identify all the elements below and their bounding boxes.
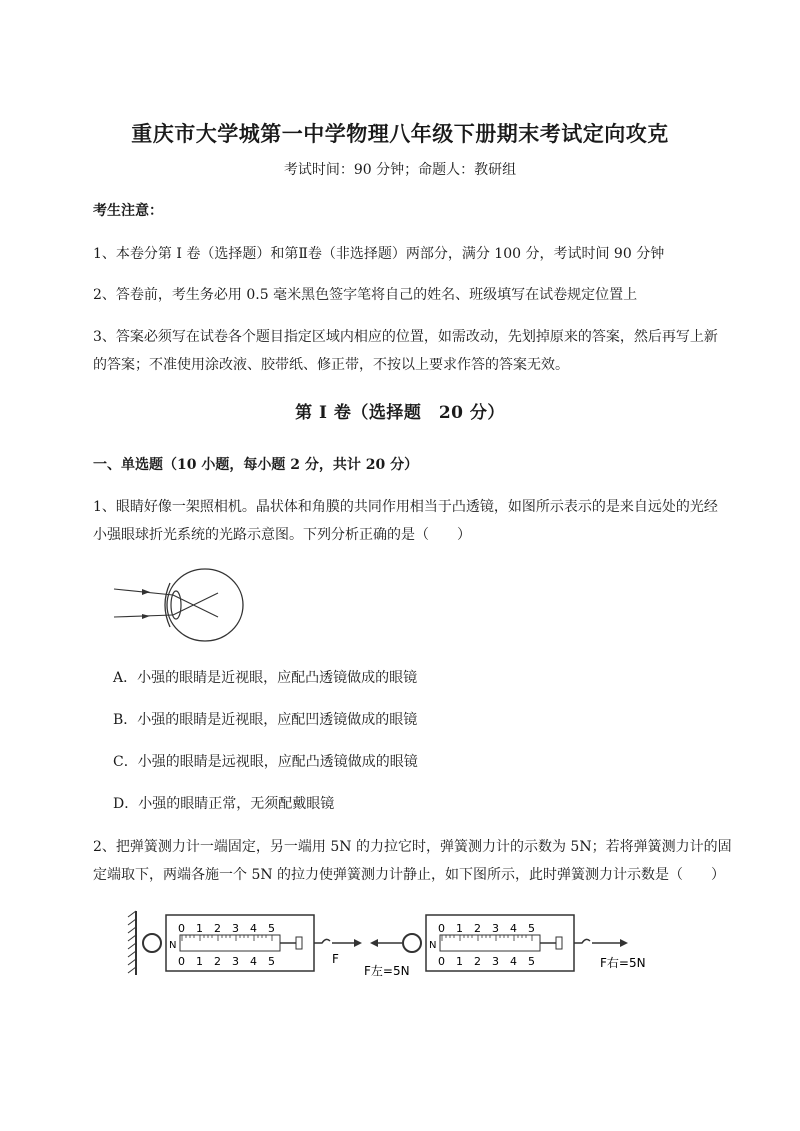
eye-diagram — [110, 565, 250, 645]
svg-text:4: 4 — [510, 922, 517, 935]
q2-stem-line2: 定端取下，两端各施一个 5N 的拉力使弹簧测力计静止，如下图所示，此时弹簧测力计示数是（ ） — [93, 867, 726, 883]
right-n-label: N — [429, 940, 437, 951]
svg-text:2: 2 — [474, 922, 481, 935]
ray-bottom-arrow — [142, 614, 150, 619]
svg-text:5: 5 — [528, 955, 535, 968]
left-n-label: N — [169, 940, 177, 951]
svg-text:4: 4 — [510, 955, 517, 968]
spring-scale-diagram — [120, 905, 660, 985]
label-f-right: F右=5N — [600, 956, 646, 970]
svg-text:3: 3 — [232, 922, 239, 935]
label-f-left: F左=5N — [364, 964, 410, 978]
q1-stem-line2: 小强眼球折光系统的光路示意图。下列分析正确的是（ ） — [93, 527, 471, 543]
notice-heading: 考生注意： — [93, 203, 163, 219]
part-heading: 一、单选题（10 小题，每小题 2 分，共计 20 分） — [93, 457, 419, 473]
svg-text:2: 2 — [474, 955, 481, 968]
ray-top-arrow — [142, 589, 150, 595]
svg-text:0: 0 — [438, 955, 445, 968]
svg-text:4: 4 — [250, 955, 257, 968]
left-spring-scale — [143, 915, 362, 971]
svg-text:1: 1 — [456, 955, 463, 968]
svg-text:1: 1 — [196, 955, 203, 968]
svg-text:1: 1 — [456, 922, 463, 935]
exam-title: 重庆市大学城第一中学物理八年级下册期末考试定向攻克 — [131, 121, 669, 146]
notice-item-2: 2、答卷前，考生务必用 0.5 毫米黑色签字笔将自己的姓名、班级填写在试卷规定位置上 — [93, 287, 638, 303]
exam-subtitle: 考试时间：90 分钟；命题人：教研组 — [283, 162, 517, 178]
svg-text:0: 0 — [438, 922, 445, 935]
right-spring-scale — [364, 915, 646, 978]
svg-text:3: 3 — [232, 955, 239, 968]
q1-option-b[interactable]: B．小强的眼睛是近视眼，应配凹透镜做成的眼镜 — [113, 712, 418, 728]
svg-text:5: 5 — [268, 922, 275, 935]
notice-item-3-cont: 的答案；不准使用涂改液、胶带纸、修正带，不按以上要求作答的答案无效。 — [93, 357, 569, 373]
svg-text:3: 3 — [492, 922, 499, 935]
svg-text:1: 1 — [196, 922, 203, 935]
q2-stem-line1: 2、把弹簧测力计一端固定，另一端用 5N 的力拉它时，弹簧测力计的示数为 5N；若将弹簧测力计的固 — [93, 839, 732, 855]
svg-text:5: 5 — [528, 922, 535, 935]
svg-text:2: 2 — [214, 922, 221, 935]
svg-text:5: 5 — [268, 955, 275, 968]
section-title: 第 I 卷（选择题 20 分） — [295, 403, 505, 423]
notice-item-1: 1、本卷分第 I 卷（选择题）和第Ⅱ卷（非选择题）两部分，满分 100 分，考试时间 90 分钟 — [93, 246, 665, 262]
eyeball — [167, 569, 243, 641]
svg-text:3: 3 — [492, 955, 499, 968]
label-f: F — [332, 952, 339, 966]
q1-stem-line1: 1、眼睛好像一架照相机。晶状体和角膜的共同作用相当于凸透镜，如图所示表示的是来自远处的光经 — [93, 499, 718, 515]
svg-text:2: 2 — [214, 955, 221, 968]
q1-option-a[interactable]: A．小强的眼睛是近视眼，应配凸透镜做成的眼镜 — [113, 670, 418, 686]
notice-item-3: 3、答案必须写在试卷各个题目指定区域内相应的位置，如需改动，先划掉原来的答案，然后再写上新 — [93, 329, 718, 345]
svg-text:4: 4 — [250, 922, 257, 935]
q1-option-d[interactable]: D．小强的眼睛正常，无须配戴眼镜 — [113, 796, 335, 812]
svg-text:0: 0 — [178, 955, 185, 968]
svg-text:0: 0 — [178, 922, 185, 935]
q1-option-c[interactable]: C．小强的眼睛是远视眼，应配凸透镜做成的眼镜 — [113, 754, 418, 770]
